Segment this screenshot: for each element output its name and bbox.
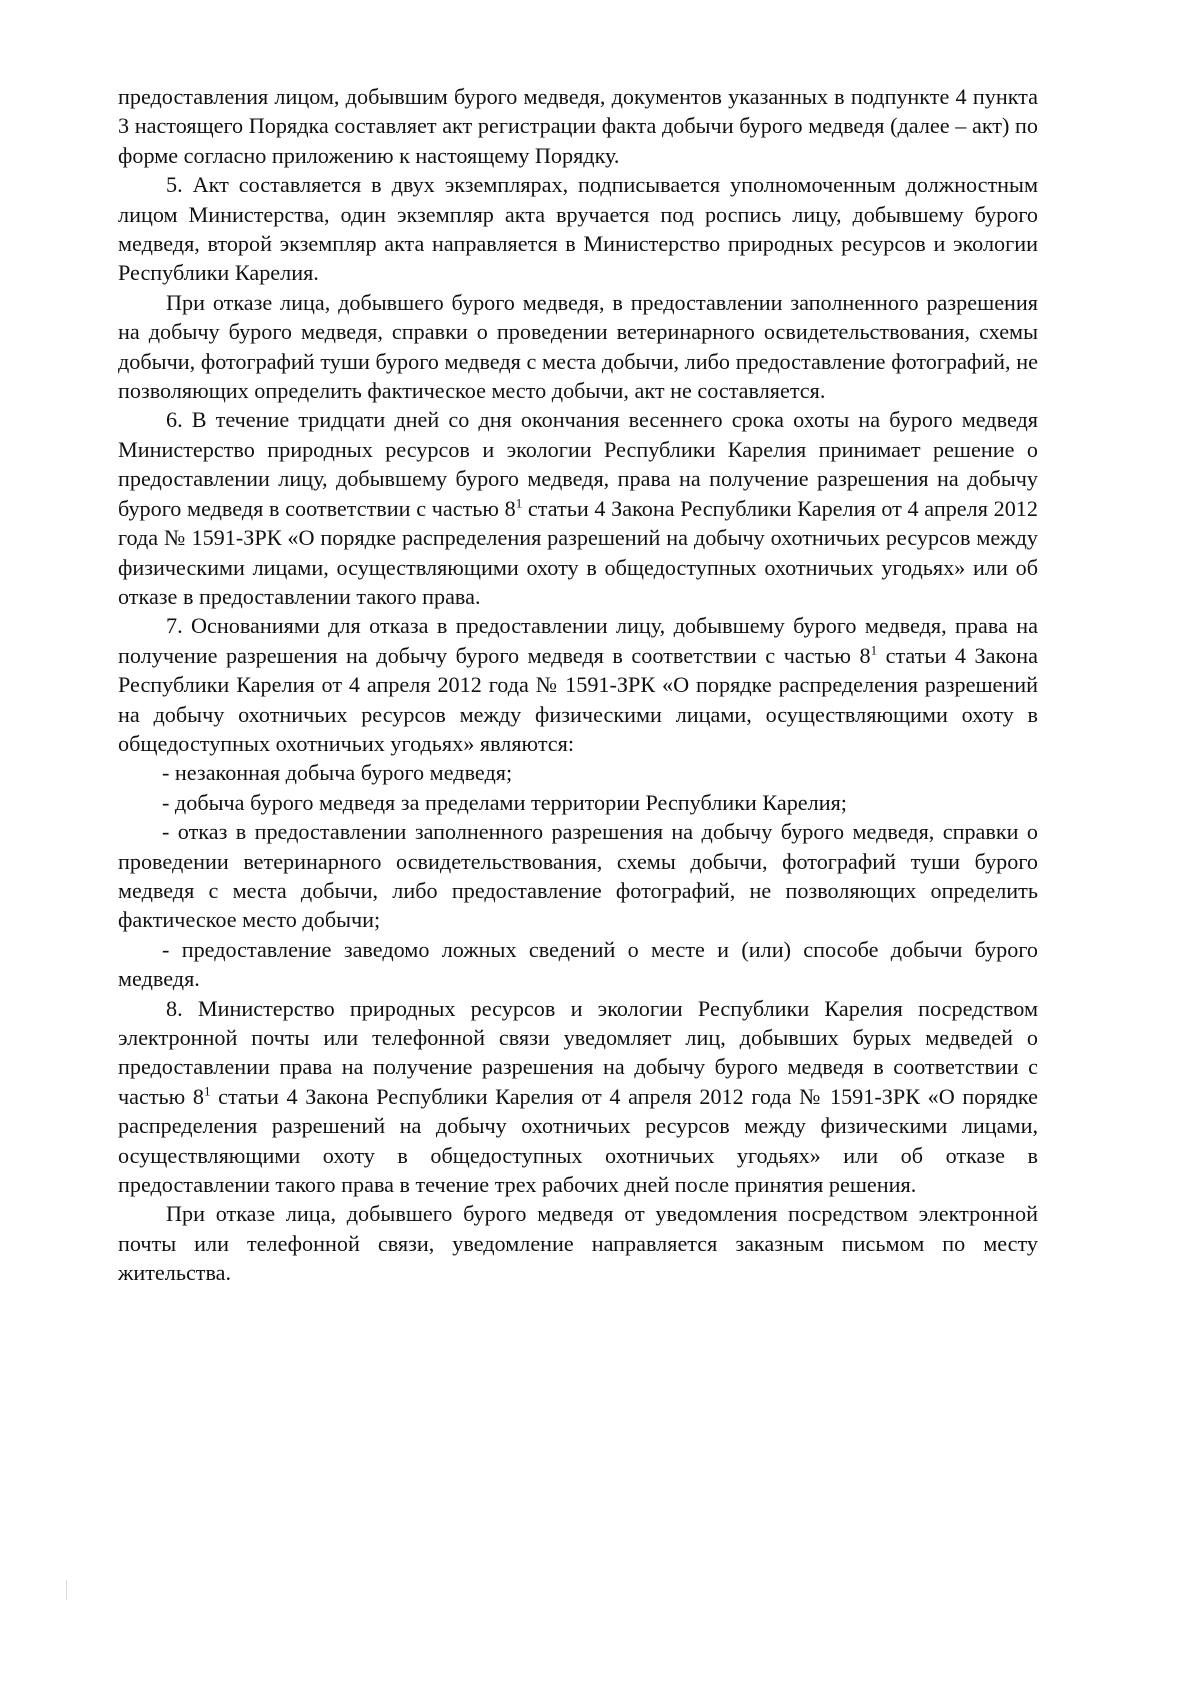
paragraph-7-part-b: статьи 4 Закона Республики Карелия от 4 апреля 2012 года № 1591-ЗРК «О порядке распределения разрешений на добычу охотничьих ресурсов между физическими лицами, осуществляющими охоту в общедоступных охотничьих угодьях» являются: — [118, 642, 1038, 756]
paragraph-8-superscript: 1 — [203, 1083, 211, 1099]
list-item: - отказ в предоставлении заполненного разрешения на добычу бурого медведя, справки о проведении ветеринарного освидетельствования, схемы добычи, фотографий туши бурого медведя с места добычи, либо предоставление фотографий, не позволяющих определить фактическое место добычи; — [118, 819, 1038, 933]
paragraph-5: 5. Акт составляется в двух экземплярах, подписывается уполномоченным должностным лицом Министерства, один экземпляр акта вручается под роспись лицу, добывшему бурого медведя, второй экземпляр акта направляется в Министерство природных ресурсов и экологии Республики Карелия. — [118, 172, 1038, 286]
paragraph-8 — [118, 994, 1038, 1200]
paragraph-6-superscript: 1 — [515, 495, 523, 511]
paragraph-7-part-a: 7. Основаниями для отказа в предоставлении лицу, добывшему бурого медведя, права на получение разрешения на добычу бурого медведя в соответствии с частью 8 — [118, 613, 1038, 668]
paragraph-6-part-a: 6. В течение тридцати дней со дня окончания весеннего срока охоты на бурого медведя Министерство природных ресурсов и экологии Республики Карелия принимает решение о предоставлении лицу, добывшему бурого медведя, права на получение разрешения на добычу бурого медведя в соответствии с частью 8 — [118, 407, 1038, 521]
paragraph-7-superscript: 1 — [870, 642, 878, 658]
paragraph-5-refusal: При отказе лица, добывшего бурого медведя, в предоставлении заполненного разрешения на добычу бурого медведя, справки о проведении ветеринарного освидетельствования, схемы добычи, фотографий туши бурого медведя с места добычи, либо предоставление фотографий, не позволяющих определить фактическое место добычи, акт не составляется. — [118, 289, 1038, 404]
paragraph-continuation: предоставления лицом, добывшим бурого медведя, документов указанных в подпункте 4 пункта 3 настоящего Порядка составляет акт регистрации факта добычи бурого медведя (далее – акт) по форме согласно приложению к настоящему Порядку. — [118, 84, 1038, 168]
list-item: - незаконная добыча бурого медведя; — [162, 760, 513, 786]
list-item: - добыча бурого медведя за пределами территории Республики Карелия; — [162, 789, 847, 815]
paragraph-6-part-b: статьи 4 Закона Республики Карелия от 4 апреля 2012 года № 1591-ЗРК «О порядке распределения разрешений на добычу охотничьих ресурсов между физическими лицами, осуществляющими охоту в общедоступных охотничьих угодьях» или об отказе в предоставлении такого права. — [118, 495, 1038, 609]
document-page — [118, 82, 1038, 1288]
paragraph-8-part-a: 8. Министерство природных ресурсов и экологии Республики Карелия посредством электронной почты или телефонной связи уведомляет лиц, добывших бурых медведей о предоставлении права на получение разрешения на добычу бурого медведя в соответствии с частью 8 — [118, 995, 1038, 1109]
paragraph-7 — [118, 611, 1038, 758]
paragraph-6 — [118, 405, 1038, 611]
scan-margin-mark — [66, 1580, 67, 1600]
paragraph-8-part-b: статьи 4 Закона Республики Карелия от 4 апреля 2012 года № 1591-ЗРК «О порядке распределения разрешений на добычу охотничьих ресурсов между физическими лицами, осуществляющими охоту в общедоступных охотничьих угодьях» или об отказе в предоставлении такого права в течение трех рабочих дней после принятия решения. — [118, 1083, 1038, 1198]
paragraph-8-notification: При отказе лица, добывшего бурого медведя от уведомления посредством электронной почты или телефонной связи, уведомление направляется заказным письмом по месту жительства. — [118, 1201, 1038, 1286]
list-item: - предоставление заведомо ложных сведений о месте и (или) способе добычи бурого медведя. — [118, 936, 1038, 992]
